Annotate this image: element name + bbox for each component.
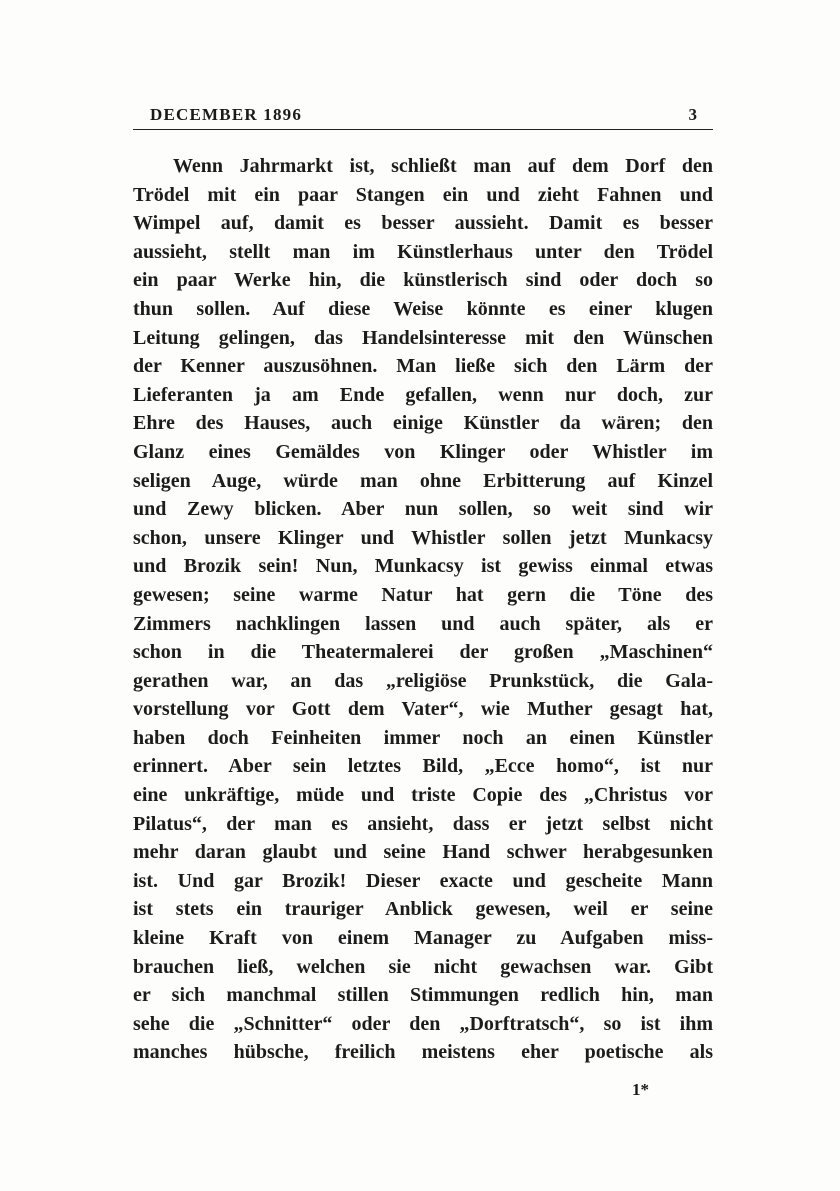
text-line: ein paar Werke hin, die künstlerisch sind oder doch so	[133, 269, 713, 292]
text-line: Leitung gelingen, das Handelsinteresse mit den Wünschen	[133, 326, 713, 349]
text-line: erinnert. Aber sein letztes Bild, „Ecce homo“, ist nur	[133, 755, 713, 778]
text-line: eine unkräftige, müde und triste Copie des „Christus vor	[133, 784, 713, 807]
text-line: Lieferanten ja am Ende gefallen, wenn nur doch, zur	[133, 383, 713, 406]
text-line: der Kenner auszusöhnen. Man ließe sich den Lärm der	[133, 355, 713, 378]
text-line: Trödel mit ein paar Stangen ein und zieht Fahnen und	[133, 183, 713, 206]
signature-mark: 1*	[632, 1080, 649, 1099]
text-line: und Brozik sein! Nun, Munkacsy ist gewiss einmal etwas	[133, 555, 713, 578]
text-line: gewesen; seine warme Natur hat gern die Töne des	[133, 583, 713, 606]
text-line: Pilatus“, der man es ansieht, dass er jetzt selbst nicht	[133, 812, 713, 835]
text-line: thun sollen. Auf diese Weise könnte es einer klugen	[133, 297, 713, 320]
running-head: DECEMBER 1896	[150, 105, 303, 124]
text-line: schon in die Theatermalerei der großen „Maschinen“	[133, 641, 713, 664]
text-line: er sich manchmal stillen Stimmungen redlich hin, man	[133, 984, 713, 1007]
page-number: 3	[688, 105, 697, 124]
text-line: brauchen ließ, welchen sie nicht gewachsen war. Gibt	[133, 955, 713, 978]
text-line: sehe die „Schnitter“ oder den „Dorftratsch“, so ist ihm	[133, 1012, 713, 1035]
text-line: mehr daran glaubt und seine Hand schwer herabgesunken	[133, 841, 713, 864]
text-line: Wimpel auf, damit es besser aussieht. Damit es besser	[133, 212, 713, 235]
text-line: gerathen war, an das „religiöse Prunkstück, die Gala-	[133, 669, 713, 692]
text-line: ist. Und gar Brozik! Dieser exacte und gescheite Mann	[133, 869, 713, 892]
text-line: schon, unsere Klinger und Whistler sollen jetzt Munkacsy	[133, 526, 713, 549]
text-line: und Zewy blicken. Aber nun sollen, so weit sind wir	[133, 498, 713, 521]
header-rule	[133, 129, 713, 130]
text-line: ist stets ein trauriger Anblick gewesen, weil er seine	[133, 898, 713, 921]
text-line: Wenn Jahrmarkt ist, schließt man auf dem Dorf den	[173, 155, 713, 177]
text-line: Glanz eines Gemäldes von Klinger oder Whistler im	[133, 440, 713, 463]
text-line: vorstellung vor Gott dem Vater“, wie Muther gesagt hat,	[133, 698, 713, 721]
text-line: Ehre des Hauses, auch einige Künstler da wären; den	[133, 412, 713, 435]
page-header	[133, 103, 713, 129]
text-line: manches hübsche, freilich meistens eher poetische als	[133, 1041, 713, 1064]
text-line: haben doch Feinheiten immer noch an einen Künstler	[133, 726, 713, 749]
text-line: kleine Kraft von einem Manager zu Aufgaben miss-	[133, 927, 713, 950]
text-line: seligen Auge, würde man ohne Erbitterung auf Kinzel	[133, 469, 713, 492]
text-line: aussieht, stellt man im Künstlerhaus unter den Trödel	[133, 240, 713, 263]
body-text	[133, 152, 713, 1067]
text-line: Zimmers nachklingen lassen und auch später, als er	[133, 612, 713, 635]
